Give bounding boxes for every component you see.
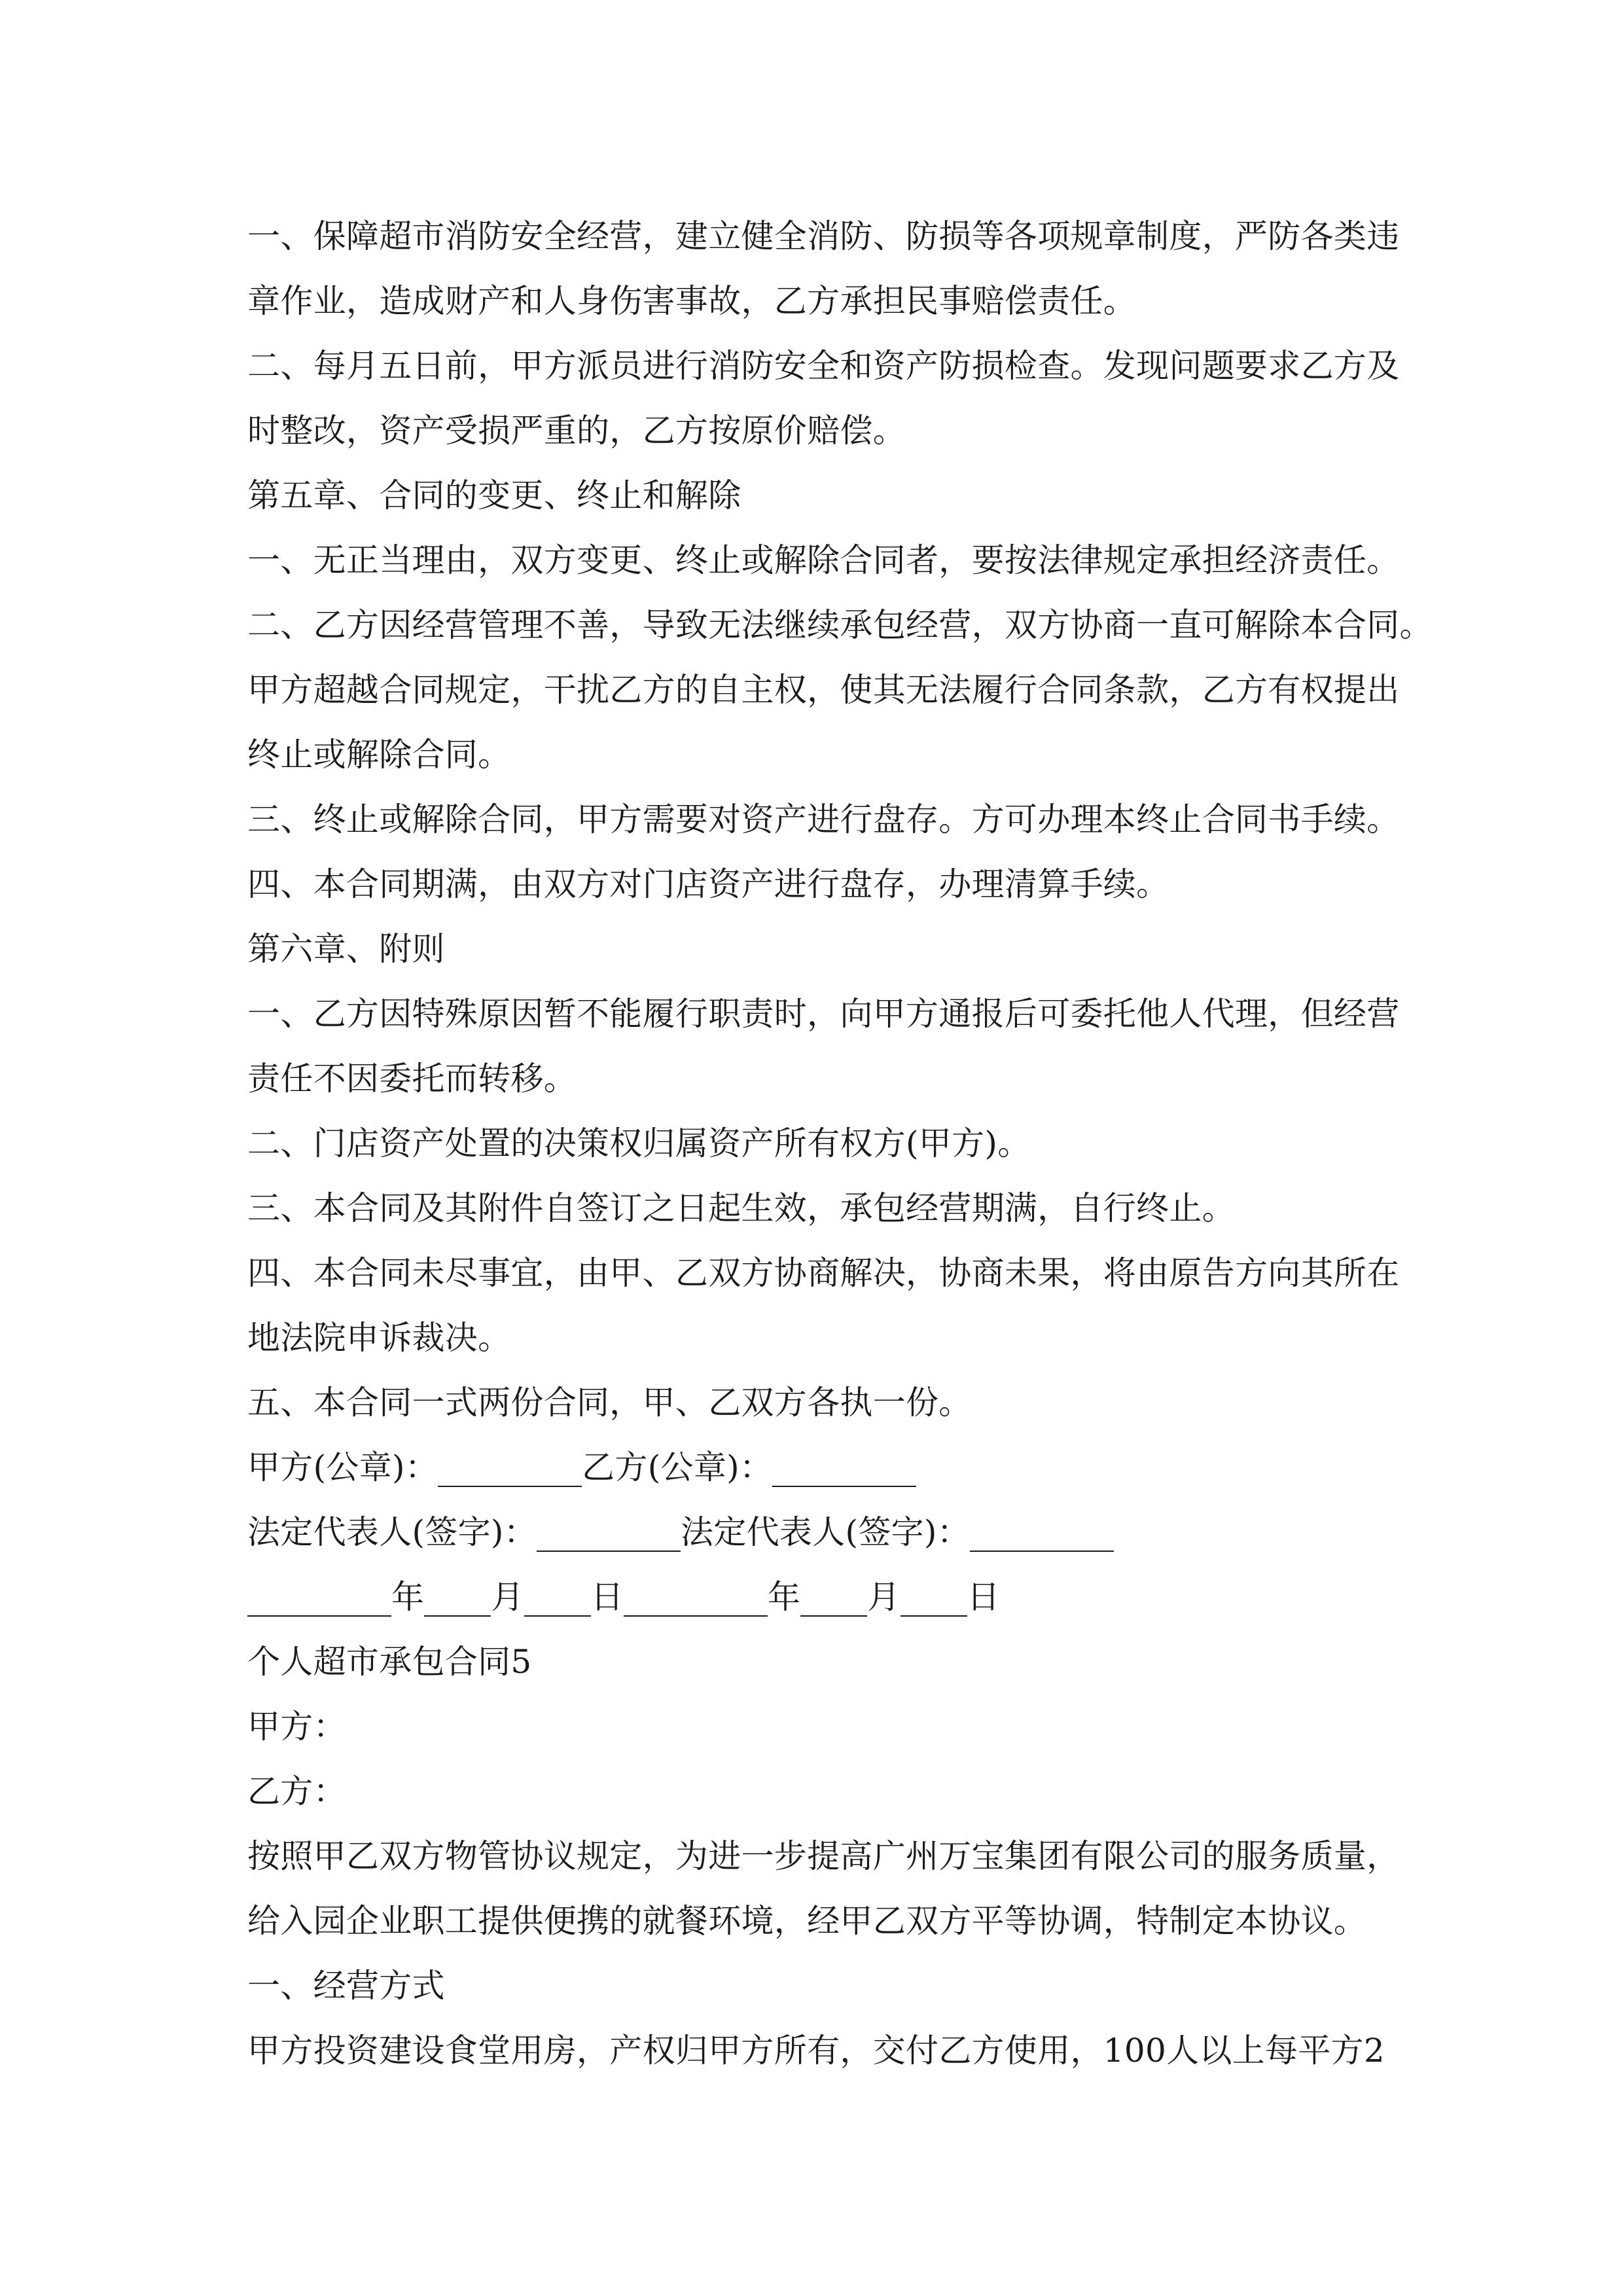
paragraph-line: 地法院申诉裁决。 <box>247 1319 511 1357</box>
paragraph-line: 一、保障超市消防安全经营，建立健全消防、防损等各项规章制度，严防各类违 <box>247 217 1400 255</box>
paragraph-line: 二、每月五日前，甲方派员进行消防安全和资产防损检查。发现问题要求乙方及 <box>247 347 1400 385</box>
legal-rep-a-blank <box>537 1514 681 1552</box>
legal-rep-line <box>247 1500 1399 1565</box>
year-a-blank <box>247 1579 391 1617</box>
party-a-label: 甲方： <box>247 1708 346 1746</box>
paragraph-line: 按照甲乙双方物管协议规定，为进一步提高广州万宝集团有限公司的服务质量， <box>247 1837 1400 1875</box>
paragraph-line: 一、无正当理由，双方变更、终止或解除合同者，要按法律规定承担经济责任。 <box>247 541 1400 579</box>
party-b-seal-label: 乙方(公章)： <box>582 1448 773 1486</box>
party-b-label: 乙方： <box>247 1772 346 1810</box>
paragraph-line: 时整改，资产受损严重的，乙方按原价赔偿。 <box>247 412 906 450</box>
paragraph-line: 一、乙方因特殊原因暂不能履行职责时，向甲方通报后可委托他人代理，但经营 <box>247 995 1400 1033</box>
paragraph-line: 四、本合同期满，由双方对门店资产进行盘存，办理清算手续。 <box>247 865 1169 903</box>
paragraph-line: 终止或解除合同。 <box>247 736 511 774</box>
paragraph-line: 三、终止或解除合同，甲方需要对资产进行盘存。方可办理本终止合同书手续。 <box>247 800 1400 838</box>
month-a-blank <box>424 1579 491 1617</box>
year-b-blank <box>624 1579 768 1617</box>
legal-rep-a-label: 法定代表人(签字)： <box>247 1513 537 1551</box>
legal-rep-b-blank <box>970 1514 1114 1552</box>
paragraph-line: 四、本合同未尽事宜，由甲、乙双方协商解决，协商未果，将由原告方向其所在 <box>247 1254 1400 1292</box>
paragraph-line: 给入园企业职工提供便携的就餐环境，经甲乙双方平等协调，特制定本协议。 <box>247 1902 1367 1940</box>
day-label: 日 <box>590 1578 624 1616</box>
paragraph-line: 甲方超越合同规定，干扰乙方的自主权，使其无法履行合同条款，乙方有权提出 <box>247 671 1400 709</box>
paragraph-line: 责任不因委托而转移。 <box>247 1060 577 1098</box>
party-a-seal-label: 甲方(公章)： <box>247 1448 438 1486</box>
paragraph-line: 三、本合同及其附件自签订之日起生效，承包经营期满，自行终止。 <box>247 1189 1235 1227</box>
paragraph-line: 二、门店资产处置的决策权归属资产所有权方(甲方)。 <box>247 1124 1031 1162</box>
seal-line <box>247 1435 1399 1500</box>
party-a-seal-blank <box>438 1449 582 1487</box>
month-label: 月 <box>491 1578 524 1616</box>
legal-rep-b-label: 法定代表人(签字)： <box>681 1513 971 1551</box>
paragraph-line: 五、本合同一式两份合同，甲、乙双方各执一份。 <box>247 1384 972 1422</box>
paragraph-line: 甲方投资建设食堂用房，产权归甲方所有，交付乙方使用，100人以上每平方2 <box>247 2032 1385 2070</box>
date-line <box>247 1565 1399 1630</box>
document-body <box>247 204 1433 2083</box>
day-label: 日 <box>967 1578 1000 1616</box>
month-b-blank <box>800 1579 867 1617</box>
chapter-heading: 第六章、附则 <box>247 930 445 968</box>
month-label: 月 <box>867 1578 901 1616</box>
day-a-blank <box>524 1579 591 1617</box>
year-label: 年 <box>767 1578 801 1616</box>
paragraph-line: 章作业，造成财产和人身伤害事故，乙方承担民事赔偿责任。 <box>247 282 1137 320</box>
day-b-blank <box>901 1579 967 1617</box>
party-b-seal-blank <box>772 1449 916 1487</box>
contract-title: 个人超市承包合同5 <box>247 1643 532 1681</box>
chapter-heading: 第五章、合同的变更、终止和解除 <box>247 476 741 514</box>
paragraph-line: 二、乙方因经营管理不善，导致无法继续承包经营，双方协商一直可解除本合同。 <box>247 606 1433 644</box>
year-label: 年 <box>391 1578 425 1616</box>
section-heading: 一、经营方式 <box>247 1967 445 2005</box>
